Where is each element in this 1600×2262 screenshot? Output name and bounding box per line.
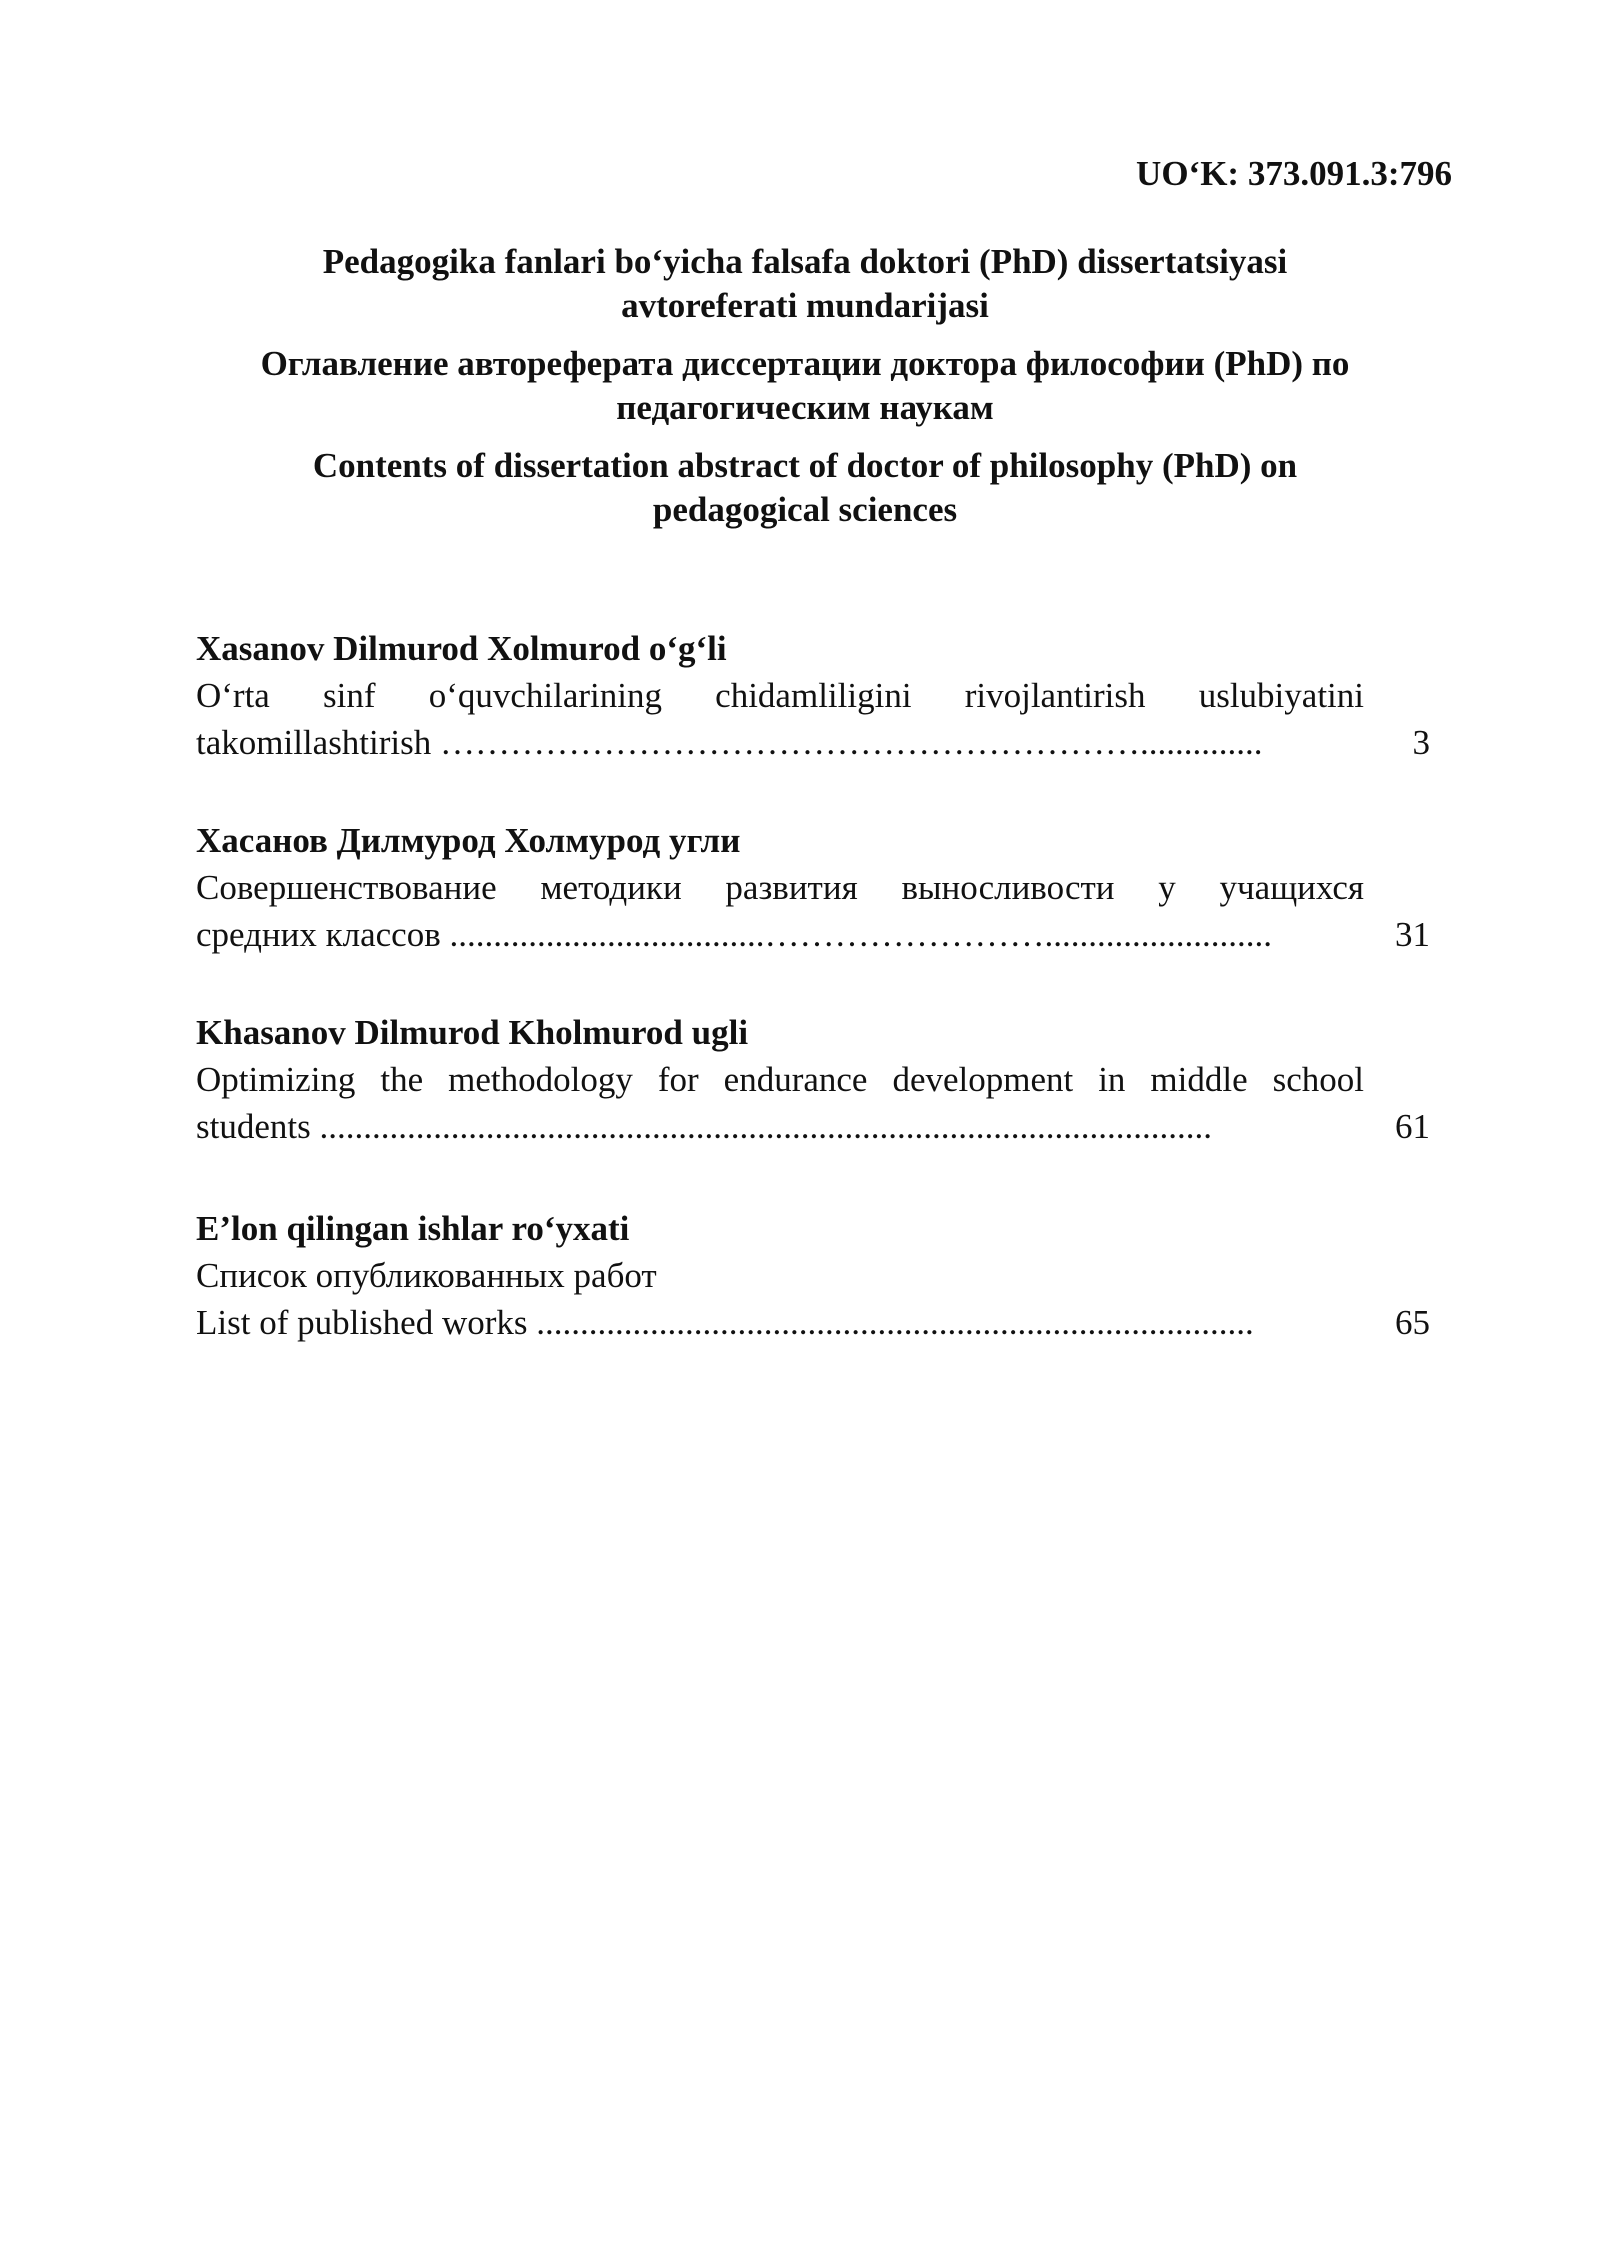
udk-code: UO‘K: 373.091.3:796 bbox=[1136, 154, 1452, 193]
toc-page-number: 31 bbox=[1395, 915, 1430, 954]
toc-title-line: Optimizing the methodology for endurance development in middle school bbox=[196, 1060, 1364, 1099]
toc-leader-text: List of published works .................................................................................. bbox=[196, 1303, 1254, 1342]
toc-leader-text: средних классов ....................................…………………….......................... bbox=[196, 915, 1272, 954]
toc-title-line: O‘rta sinf o‘quvchilarining chidamliligini rivojlantirish uslubiyatini bbox=[196, 676, 1364, 715]
heading-english bbox=[195, 444, 1415, 532]
published-works-title: E’lon qilingan ishlar ro‘yxati bbox=[196, 1209, 630, 1248]
heading-line: pedagogical sciences bbox=[652, 490, 958, 529]
toc-author: Xasanov Dilmurod Xolmurod o‘g‘li bbox=[196, 629, 727, 668]
toc-entry-russian[interactable] bbox=[196, 818, 1446, 958]
heading-russian bbox=[195, 342, 1415, 430]
published-works-english-line bbox=[196, 1299, 1446, 1346]
toc-title-line: Совершенствование методики развития выносливости у учащихся bbox=[196, 868, 1364, 907]
heading-line: Pedagogika fanlari bo‘yicha falsafa doktori (PhD) dissertatsiyasi bbox=[322, 242, 1288, 281]
published-works-russian: Список опубликованных работ bbox=[196, 1256, 657, 1295]
toc-entry-published-works[interactable] bbox=[196, 1206, 1446, 1346]
toc-leader-text: takomillashtirish …………………………………………………….............. bbox=[196, 723, 1263, 762]
toc-leader-text: students ...................................................................................................... bbox=[196, 1107, 1212, 1146]
toc-page-number: 61 bbox=[1395, 1107, 1430, 1146]
toc-title-last-line bbox=[196, 719, 1446, 766]
heading-line: Contents of dissertation abstract of doctor of philosophy (PhD) on bbox=[312, 446, 1298, 485]
toc-author: Khasanov Dilmurod Kholmurod ugli bbox=[196, 1013, 749, 1052]
toc-title-last-line bbox=[196, 1103, 1446, 1150]
table-of-contents bbox=[196, 626, 1446, 1398]
heading-line: педагогическим наукам bbox=[616, 388, 994, 427]
toc-entry-uzbek[interactable] bbox=[196, 626, 1446, 766]
toc-author: Хасанов Дилмурод Холмурод угли bbox=[196, 821, 741, 860]
toc-page-number: 65 bbox=[1395, 1303, 1430, 1342]
toc-page-number: 3 bbox=[1412, 723, 1430, 762]
heading-line: Оглавление автореферата диссертации доктора философии (PhD) по bbox=[260, 344, 1350, 383]
toc-title-last-line bbox=[196, 911, 1446, 958]
contents-headings bbox=[195, 240, 1415, 546]
heading-line: avtoreferati mundarijasi bbox=[621, 286, 989, 325]
toc-entry-english[interactable] bbox=[196, 1010, 1446, 1150]
heading-uzbek bbox=[195, 240, 1415, 328]
